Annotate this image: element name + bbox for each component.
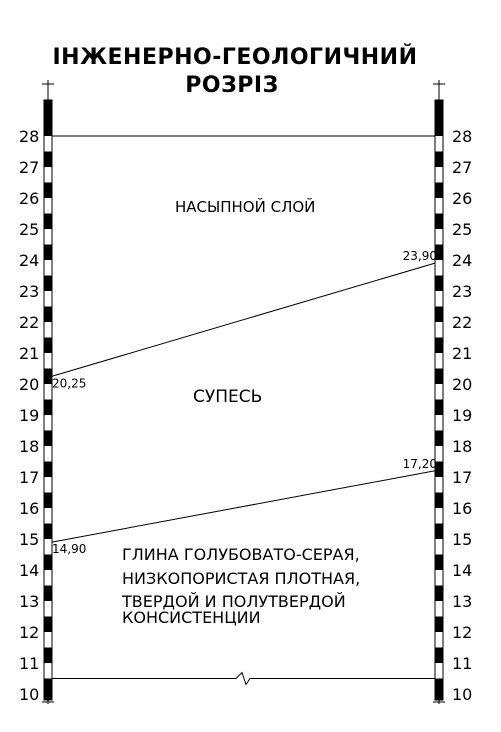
right-scale-label-26: 26 — [452, 189, 473, 208]
right-scale-label-24: 24 — [452, 251, 473, 270]
left-scale-label-11: 11 — [19, 654, 40, 673]
left-scale-segment — [44, 400, 52, 416]
boundary-sandy-loam-base — [52, 471, 435, 542]
right-scale-segment — [435, 493, 443, 509]
right-scale-label-16: 16 — [452, 499, 473, 518]
layer-label-clay-line-4: КОНСИСТЕНЦИИ — [122, 608, 261, 627]
left-scale-label-15: 15 — [19, 530, 40, 549]
right-scale-segment — [435, 694, 443, 700]
boundary-fill-base — [52, 263, 435, 376]
left-scale-segment — [44, 679, 52, 695]
right-scale-segment — [435, 100, 443, 123]
right-scale-label-12: 12 — [452, 623, 473, 642]
right-scale-segment — [435, 679, 443, 695]
left-scale-segment — [44, 462, 52, 478]
left-scale-label-17: 17 — [19, 468, 40, 487]
right-scale-segment — [435, 214, 443, 230]
left-scale-label-23: 23 — [19, 282, 40, 301]
left-scale-segment — [44, 100, 52, 123]
right-scale-label-17: 17 — [452, 468, 473, 487]
left-scale-segment — [44, 524, 52, 540]
right-scale-label-10: 10 — [452, 685, 473, 704]
layer-label-fill: НАСЫПНОЙ СЛОЙ — [175, 198, 316, 216]
left-scale-label-18: 18 — [19, 437, 40, 456]
bottom-break-line — [52, 673, 435, 685]
left-scale-segment — [44, 152, 52, 168]
right-scale-segment — [435, 648, 443, 664]
right-scale-segment — [435, 183, 443, 199]
left-scale-segment — [44, 307, 52, 323]
right-scale-label-15: 15 — [452, 530, 473, 549]
layer-label-clay-line-2: НИЗКОПОРИСТАЯ ПЛОТНАЯ, — [122, 569, 361, 588]
title-line-2: РОЗРІЗ — [185, 73, 279, 98]
right-scale-label-27: 27 — [452, 158, 473, 177]
left-scale-segment — [44, 245, 52, 261]
right-scale-labels — [452, 127, 472, 704]
elevation-label-right-2: 17,20 — [402, 456, 437, 471]
left-scale-label-21: 21 — [19, 344, 40, 363]
left-scale-segment — [44, 214, 52, 230]
left-scale-segment — [44, 648, 52, 664]
right-borehole-scale — [433, 80, 445, 704]
right-scale-segment — [435, 431, 443, 447]
right-scale-segment — [435, 121, 443, 137]
left-scale-label-27: 27 — [19, 158, 40, 177]
left-scale-labels — [19, 127, 39, 704]
left-scale-label-20: 20 — [19, 375, 40, 394]
left-borehole-scale — [42, 80, 54, 704]
right-scale-segment — [435, 369, 443, 385]
right-scale-label-18: 18 — [452, 437, 473, 456]
left-scale-segment — [44, 493, 52, 509]
elevation-label-left-1: 20,25 — [52, 376, 87, 391]
left-scale-segment — [44, 555, 52, 571]
left-scale-label-28: 28 — [19, 127, 40, 146]
title-line-1: ІНЖЕНЕРНО-ГЕОЛОГИЧНИЙ — [52, 45, 418, 70]
right-scale-label-25: 25 — [452, 220, 473, 239]
right-scale-label-19: 19 — [452, 406, 473, 425]
right-scale-label-22: 22 — [452, 313, 473, 332]
left-scale-segment — [44, 183, 52, 199]
right-scale-segment — [435, 400, 443, 416]
right-scale-segment — [435, 555, 443, 571]
left-scale-segment — [44, 617, 52, 633]
left-scale-label-19: 19 — [19, 406, 40, 425]
left-scale-segment — [44, 121, 52, 137]
right-scale-segment — [435, 307, 443, 323]
right-scale-segment — [435, 276, 443, 292]
right-scale-label-21: 21 — [452, 344, 473, 363]
left-scale-segment — [44, 431, 52, 447]
layer-label-sandy-loam: СУПЕСЬ — [193, 387, 263, 407]
right-scale-segment — [435, 586, 443, 602]
left-scale-label-14: 14 — [19, 561, 40, 580]
left-scale-segment — [44, 369, 52, 385]
layer-label-clay-line-1: ГЛИНА ГОЛУБОВАТО-СЕРАЯ, — [122, 545, 360, 564]
left-scale-label-24: 24 — [19, 251, 40, 270]
right-scale-label-20: 20 — [452, 375, 473, 394]
right-scale-segment — [435, 152, 443, 168]
left-scale-label-12: 12 — [19, 623, 40, 642]
left-scale-segment — [44, 276, 52, 292]
right-scale-segment — [435, 524, 443, 540]
left-scale-label-10: 10 — [19, 685, 40, 704]
left-scale-label-13: 13 — [19, 592, 40, 611]
elevation-label-left-2: 14,90 — [52, 542, 87, 557]
right-scale-label-28: 28 — [452, 127, 473, 146]
right-scale-label-11: 11 — [452, 654, 473, 673]
left-scale-segment — [44, 338, 52, 354]
right-scale-segment — [435, 617, 443, 633]
right-scale-label-13: 13 — [452, 592, 473, 611]
left-scale-label-25: 25 — [19, 220, 40, 239]
right-scale-label-14: 14 — [452, 561, 473, 580]
right-scale-label-23: 23 — [452, 282, 473, 301]
left-scale-label-26: 26 — [19, 189, 40, 208]
elevation-label-right-1: 23,90 — [402, 249, 437, 264]
left-scale-segment — [44, 694, 52, 700]
left-scale-label-16: 16 — [19, 499, 40, 518]
right-scale-segment — [435, 338, 443, 354]
left-scale-segment — [44, 586, 52, 602]
left-scale-label-22: 22 — [19, 313, 40, 332]
layer-label-clay-line-3: ТВЕРДОЙ И ПОЛУТВЕРДОЙ — [122, 592, 346, 611]
